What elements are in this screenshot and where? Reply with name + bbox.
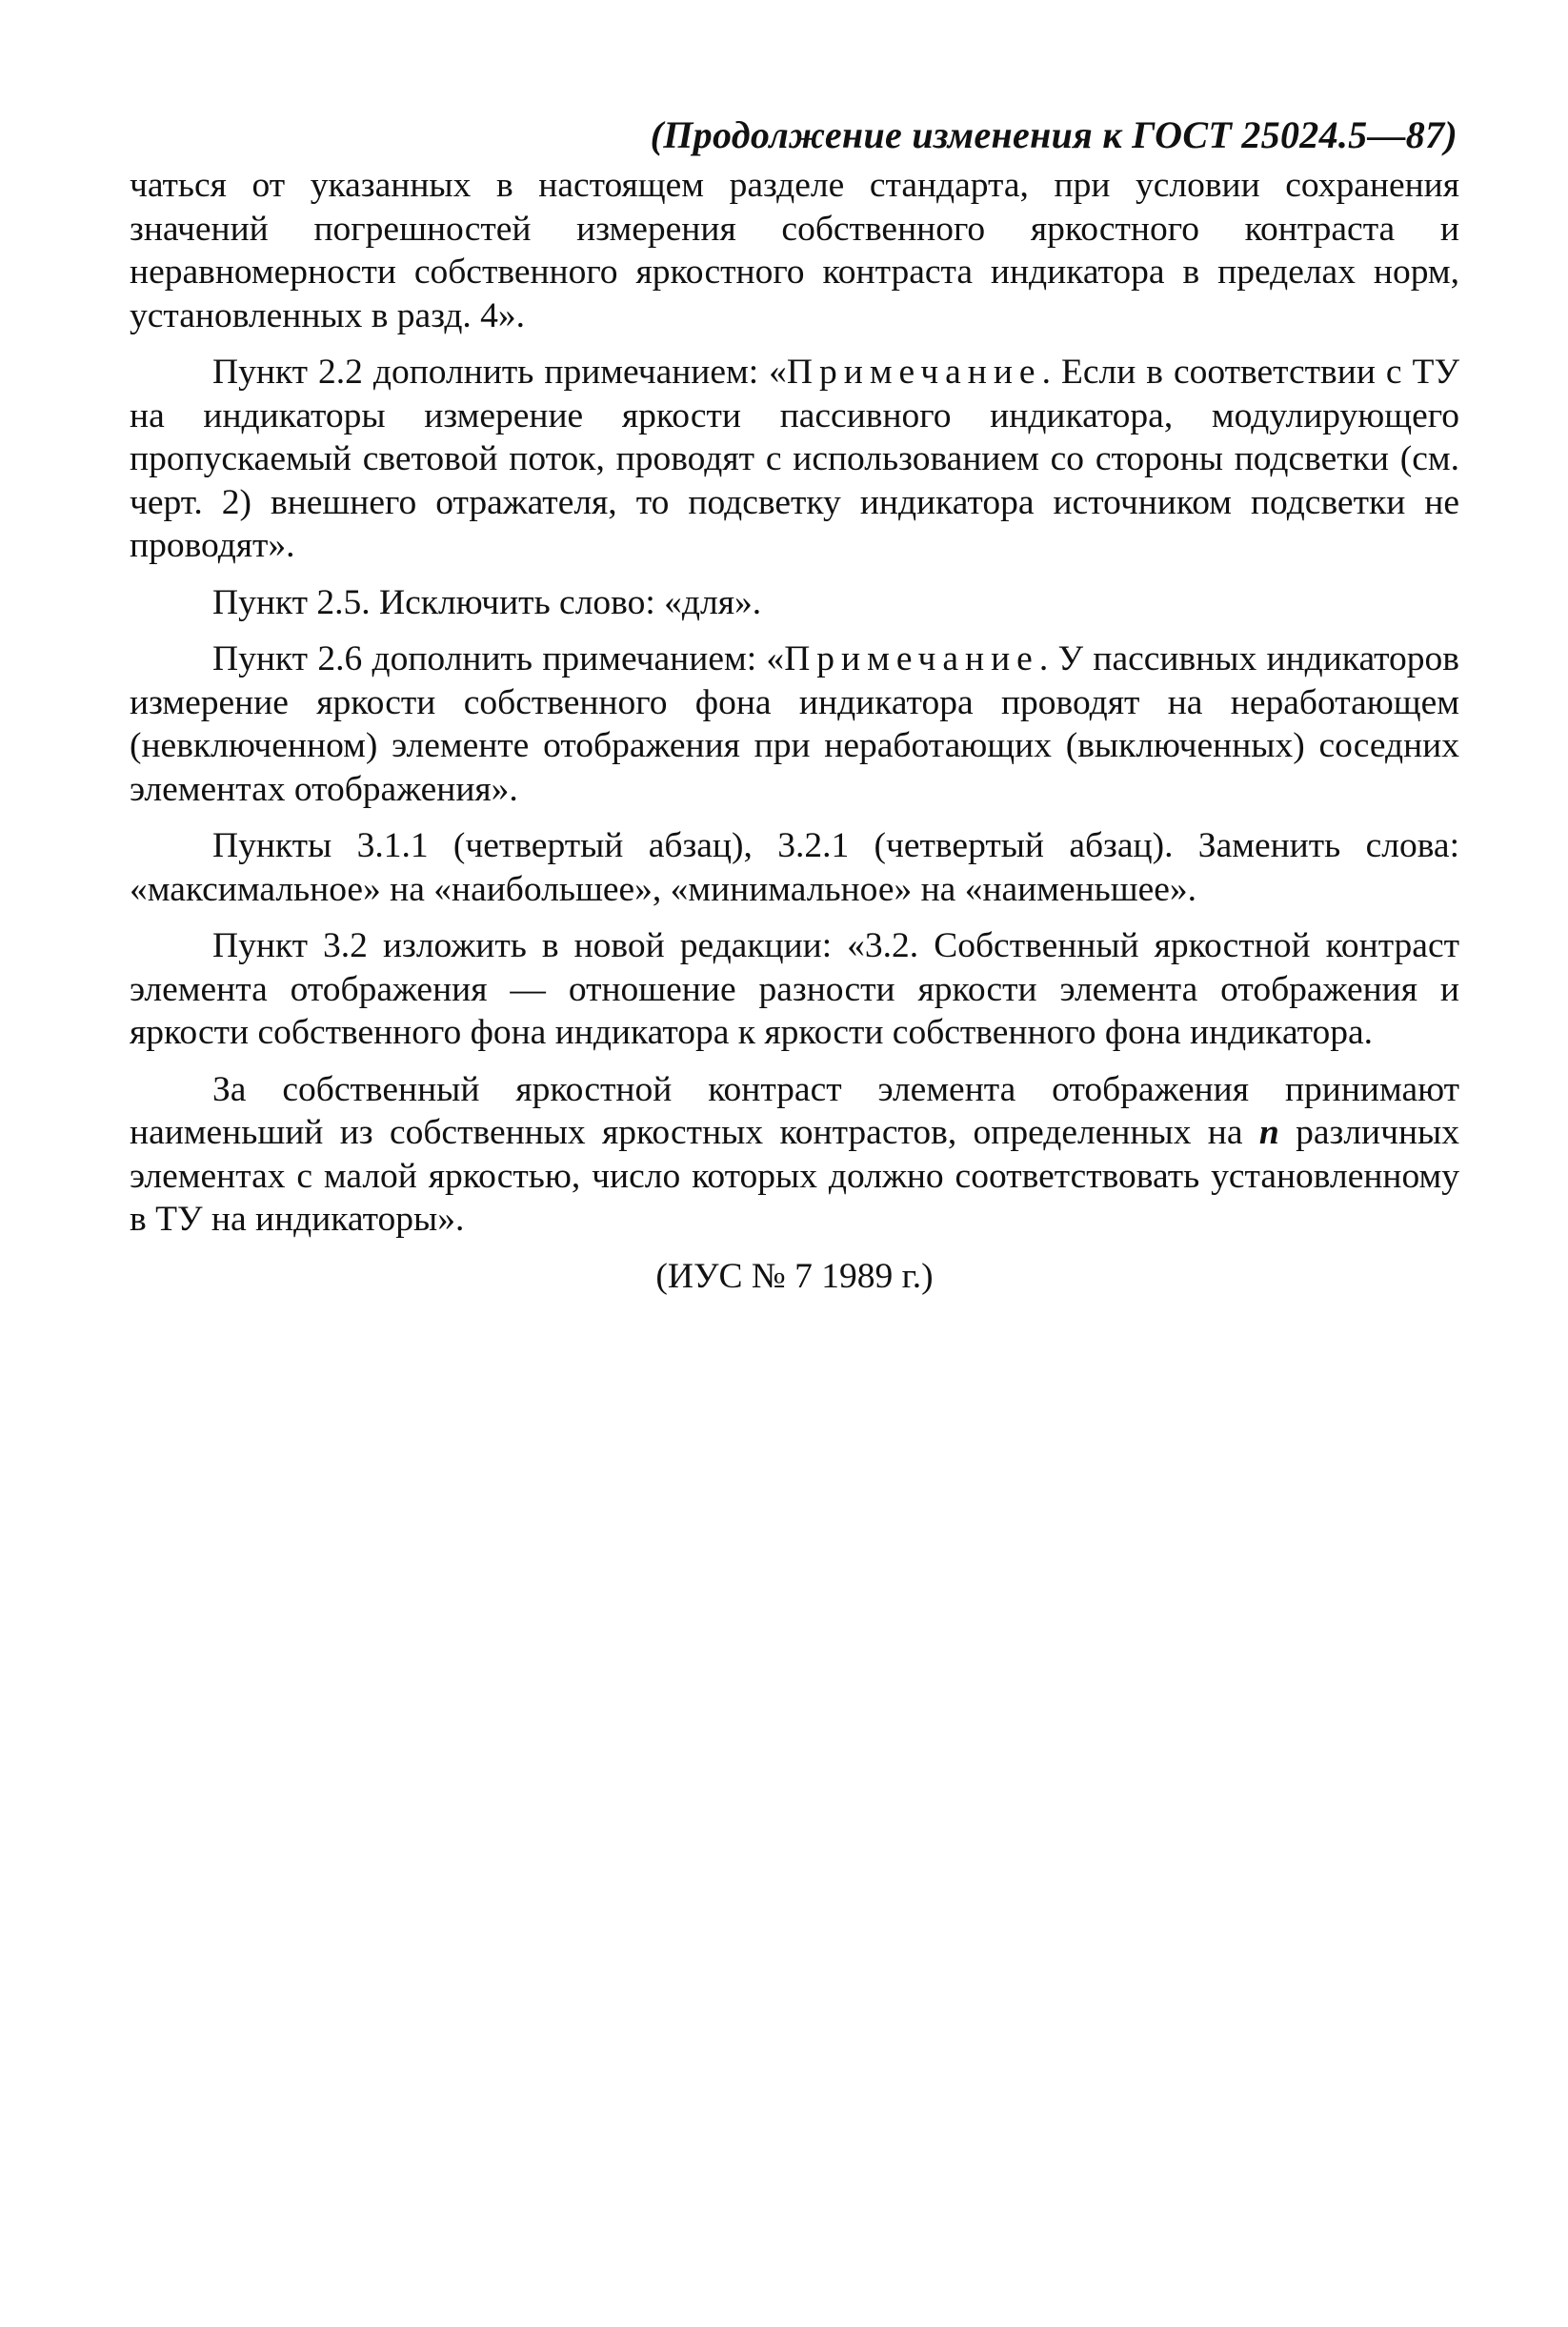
variable-n: n — [1258, 1113, 1279, 1152]
paragraph-text: . У пассивных индикаторов измерение яркости собственного фона индикатора проводят на неработающем (невключенном) элементе отображения при неработающих (выключенных) соседних элементах отображения». — [130, 639, 1459, 809]
paragraph-text: чаться от указанных в настоящем разделе стандарта, при условии сохранения значений погрешностей измерения собственного яркостного контраста и неравномерности собственного яркостного контраста индикатора в пределах норм, установленных в разд. 4». — [130, 166, 1459, 335]
paragraph-text: За собственный яркостной контраст элемента отображения принимают наименьший из собственных яркостных контрастов, определенных на — [130, 1069, 1459, 1152]
paragraph-text: Пункт 3.2 изложить в новой редакции: «3.2. Собственный яркостной контраст элемента отображения — отношение разности яркости элемента отображения и яркости собственного фона индикатора к яркости собственного фона индикатора. — [130, 926, 1459, 1052]
paragraph-text: Пункт 2.5. Исключить слово: «для». — [212, 582, 762, 622]
paragraph-text: различных элементах с малой яркостью, число которых должно соответствовать установленному в ТУ на индикаторы». — [130, 1113, 1459, 1239]
note-label: Примечание — [784, 639, 1039, 678]
source-reference: (ИУС № 7 1989 г.) — [655, 1256, 934, 1296]
paragraph-items-3-1-1 — [130, 824, 1459, 911]
paragraph-item-2-5 — [130, 581, 1459, 625]
paragraph-text: Пункты 3.1.1 (четвертый абзац), 3.2.1 (четвертый абзац). Заменить слова: «максимальное» на «наибольшее», «минимальное» на «наименьшее». — [130, 826, 1459, 909]
paragraph-continuation — [130, 164, 1459, 337]
note-label: Примечание — [786, 353, 1042, 392]
page-header: (Продолжение изменения к ГОСТ 25024.5—87) — [650, 113, 1457, 156]
paragraph-text: . Если в соответствии с ТУ на индикаторы измерение яркости пассивного индикатора, модулирующего пропускаемый световой поток, проводят с использованием со стороны подсветки (см. черт. 2) внешнего отражателя, то подсветку индикатора источником подсветки не проводят». — [130, 353, 1459, 565]
paragraph-item-2-6 — [130, 637, 1459, 811]
paragraph-item-3-2 — [130, 924, 1459, 1055]
paragraph-contrast-definition — [130, 1068, 1459, 1242]
paragraph-item-2-2 — [130, 351, 1459, 568]
paragraph-text: Пункт 2.6 дополнить примечанием: « — [212, 639, 785, 678]
paragraph-text: Пункт 2.2 дополнить примечанием: « — [212, 353, 787, 392]
document-body — [130, 164, 1459, 1311]
